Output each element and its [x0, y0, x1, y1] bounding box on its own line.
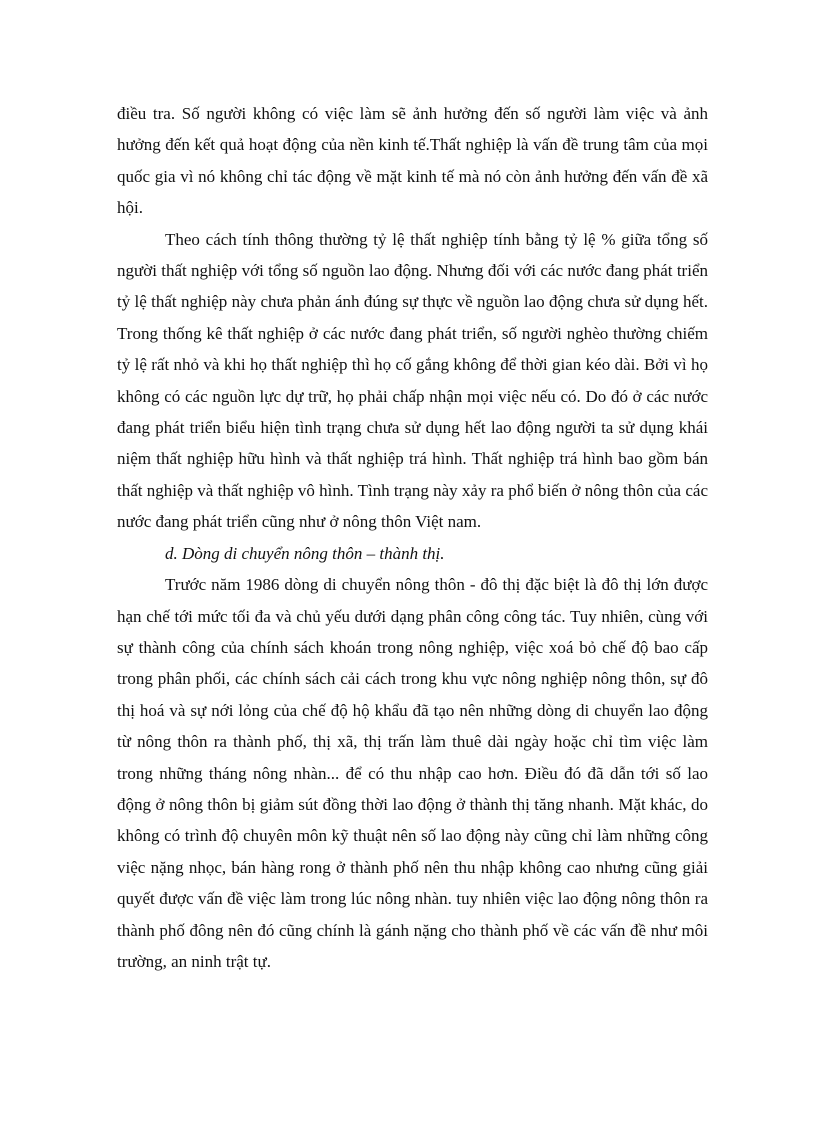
paragraph-rural-urban-migration: Trước năm 1986 dòng di chuyển nông thôn - đô thị đặc biệt là đô thị lớn được hạn chế tới mức tối đa và chủ yếu dưới dạng phân công công tác. Tuy nhiên, cùng với sự thành công của chính sách khoán trong nông nghiệp, việc xoá bỏ chế độ bao cấp trong phân phối, các chính sách cải cách trong khu vực nông nghiệp nông thôn, sự đô thị hoá và sự nới lỏng của chế độ hộ khẩu đã tạo nên những dòng di chuyển lao động từ nông thôn ra thành phố, thị xã, thị trấn làm thuê dài ngày hoặc chỉ tìm việc làm trong những tháng nông nhàn... để có thu nhập cao hơn. Điều đó đã dẫn tới số lao động ở nông thôn bị giảm sút đồng thời lao động ở thành thị tăng nhanh. Mặt khác, do không có trình độ chuyên môn kỹ thuật nên số lao động này cũng chỉ làm những công việc nặng nhọc, bán hàng rong ở thành phố nên thu nhập không cao nhưng cũng giải quyết được vấn đề việc làm trong lúc nông nhàn. tuy nhiên việc lao động nông thôn ra thành phố đông nên đó cũng chính là gánh nặng cho thành phố về các vấn đề như môi trường, an ninh trật tự. — [117, 575, 708, 971]
document-page — [117, 98, 708, 977]
paragraph-unemployment-impact: điều tra. Số người không có việc làm sẽ ảnh hưởng đến số người làm việc và ảnh hưởng đến kết quả hoạt động của nền kinh tế.Thất nghiệp là vấn đề trung tâm của mọi quốc gia vì nó không chỉ tác động về mặt kinh tế mà nó còn ảnh hưởng đến vấn đề xã hội. — [117, 104, 708, 218]
section-subheading: d. Dòng di chuyển nông thôn – thành thị. — [165, 543, 445, 563]
paragraph-unemployment-rate: Theo cách tính thông thường tỷ lệ thất nghiệp tính bằng tỷ lệ % giữa tổng số người thất nghiệp với tổng số nguồn lao động. Nhưng đối với các nước đang phát triển tỷ lệ thất nghiệp này chưa phản ánh đúng sự thực về nguồn lao động chưa sử dụng hết. Trong thống kê thất nghiệp ở các nước đang phát triển, số người nghèo thường chiếm tỷ lệ rất nhỏ và khi họ thất nghiệp thì họ cố gắng không để thời gian kéo dài. Bởi vì họ không có các nguồn lực dự trữ, họ phải chấp nhận mọi việc nếu có. Do đó ở các nước đang phát triển biểu hiện tình trạng chưa sử dụng hết lao động người ta sử dụng khái niệm thất nghiệp hữu hình và thất nghiệp trá hình. Thất nghiệp trá hình bao gồm bán thất nghiệp và thất nghiệp vô hình. Tình trạng này xảy ra phổ biến ở nông thôn của các nước đang phát triển cũng như ở nông thôn Việt nam. — [117, 229, 708, 532]
